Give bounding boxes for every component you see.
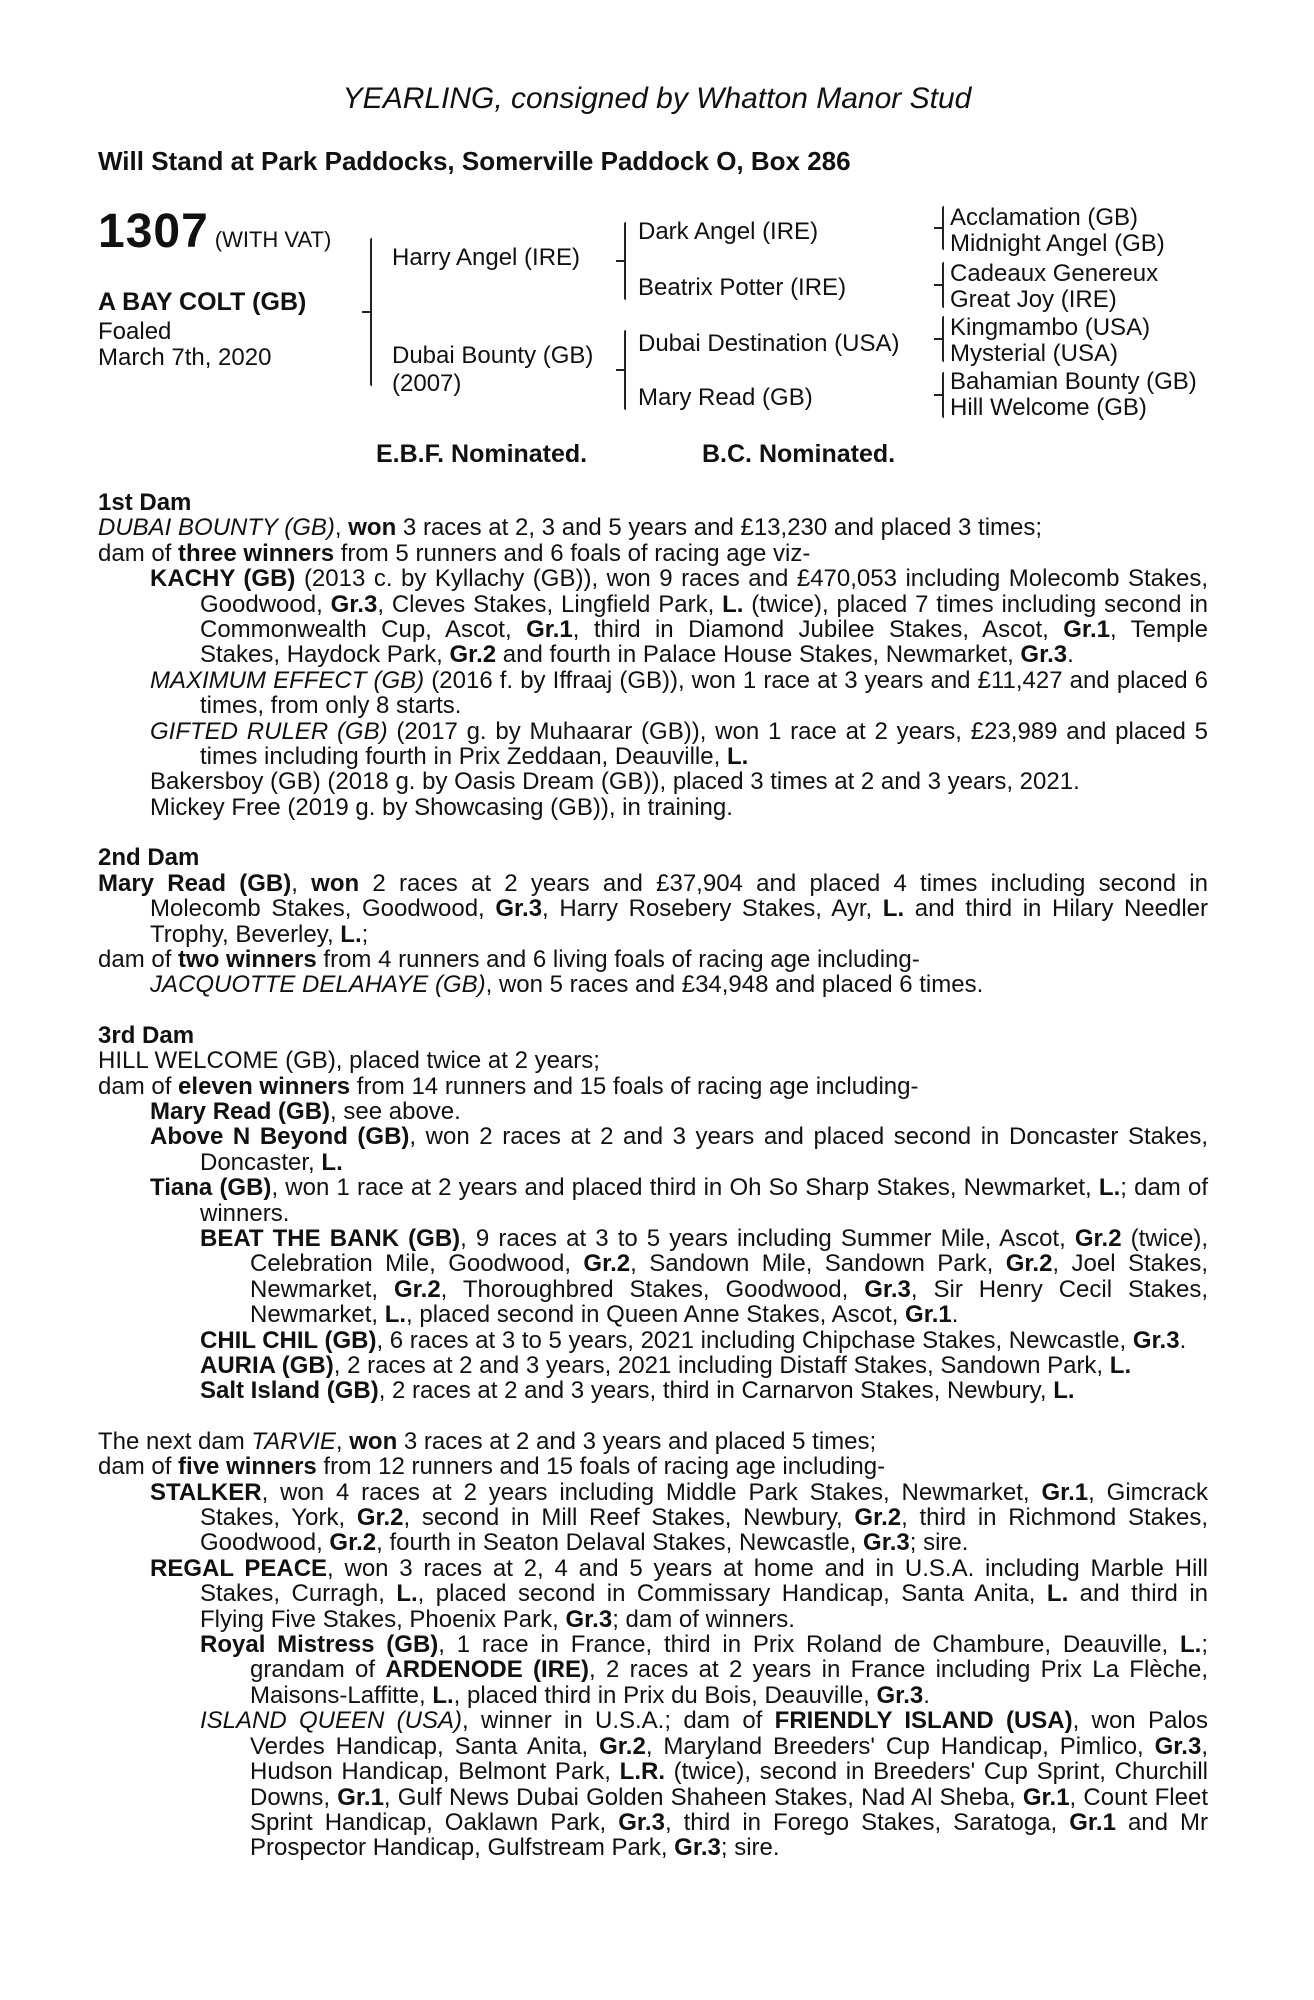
mary-read-name: Mary Read (GB) (150, 1097, 331, 1125)
chil-chil-grade: Gr.3 (1132, 1326, 1180, 1354)
section-gap (98, 820, 1208, 845)
next-dam-line (98, 1429, 1208, 1454)
third-dam-heading: 3rd Dam (98, 1021, 195, 1049)
above-n-beyond-listed: L. (321, 1148, 343, 1176)
next-dam-produce-a: dam of (98, 1453, 179, 1481)
island-queen-text-6: , Gulf News Dubai Golden Shaheen Stakes, Nad Al Sheba, (383, 1783, 1023, 1811)
stalker-text-1: , won 4 races at 2 years including Middle Park Stakes, Newmarket, (261, 1478, 1042, 1506)
next-dam-record: 3 races at 2 and 3 years and placed 5 times; (397, 1427, 877, 1455)
pedigree-brace-ds-tip (934, 338, 942, 340)
royal-mistress-text-3: , 2 races at 2 years in France including Prix La Flèche, Maisons-Laffitte, (250, 1656, 1208, 1709)
third-dam-winners: eleven winners (178, 1072, 351, 1100)
second-dam-listed-1: L. (882, 895, 905, 923)
first-dam-won: won (348, 514, 397, 542)
beat-the-bank-listed: L. (384, 1301, 407, 1329)
lot-vat: (WITH VAT) (214, 227, 332, 252)
kachy-listed-1: L. (722, 590, 744, 618)
second-dam-heading: 2nd Dam (98, 844, 200, 872)
kachy-grade-2: Gr.1 (526, 616, 573, 644)
kachy-text-7: . (1067, 641, 1074, 669)
above-n-beyond-name: Above N Beyond (GB) (150, 1123, 410, 1151)
beat-the-bank-grade-1: Gr.2 (1074, 1224, 1122, 1252)
regal-peace-text-2: , placed second in Commissary Handicap, Santa Anita, (417, 1580, 1047, 1608)
island-queen-grade-4: Gr.1 (1022, 1783, 1070, 1811)
produce-entry-gifted-ruler (98, 719, 1208, 770)
first-dam-record: 3 races at 2, 3 and 5 years and £13,230 and placed 3 times; (396, 514, 1043, 542)
produce-entry-regal-peace (98, 1556, 1208, 1632)
pedigree-ddd: Hill Welcome (GB) (950, 394, 1147, 421)
pedigree-brace-dd (942, 372, 944, 418)
kachy-text-1: (2013 c. by Kyllachy (GB)), won 9 races and £470,053 including Molecomb Stakes, Goodwood, (200, 565, 1208, 618)
island-queen-text-7: , Count Fleet Sprint Handicap, Oaklawn Park, (250, 1783, 1208, 1836)
pedigree-brace-ss-tip (934, 227, 942, 229)
pedigree-brace-dam-tip (616, 369, 624, 371)
second-dam-text-2: , Harry Rosebery Stakes, Ayr, (542, 895, 883, 923)
produce-entry-beat-the-bank (98, 1226, 1208, 1328)
stalker-grade-2: Gr.2 (356, 1504, 404, 1532)
beat-the-bank-text-2: (twice), Celebration Mile, Goodwood, (250, 1224, 1209, 1278)
produce-entry-jacquotte (98, 972, 1208, 997)
third-dam-produce-a: dam of (98, 1072, 179, 1100)
stalker-text-6: ; sire. (909, 1529, 969, 1557)
pedigree-brace-ss (942, 206, 944, 250)
stalker-grade-1: Gr.1 (1041, 1478, 1089, 1506)
kachy-grade-1: Gr.3 (330, 590, 378, 618)
auria-listed: L. (1109, 1352, 1132, 1379)
royal-mistress-text-2: ; grandam of (250, 1631, 1208, 1684)
pedigree-sds: Cadeaux Genereux (950, 260, 1159, 287)
pedigree-ssd: Midnight Angel (GB) (950, 230, 1165, 257)
pedigree-brace-sire-tip (616, 260, 624, 262)
island-queen-grade-7: Gr.3 (674, 1834, 721, 1862)
first-dam-produce-a: dam of (98, 539, 179, 567)
jacquotte-text: , won 5 races and £34,948 and placed 6 times. (485, 971, 984, 999)
pedigree-brace-main-tip (362, 311, 370, 313)
next-dam-produce-c: from 12 runners and 15 foals of racing age including- (316, 1453, 886, 1481)
produce-entry-kachy (98, 566, 1208, 668)
royal-mistress-name: Royal Mistress (GB) (200, 1631, 439, 1659)
beat-the-bank-text-1: , 9 races at 3 to 5 years including Summer Mile, Ascot, (460, 1224, 1075, 1252)
third-dam-line: HILL WELCOME (GB), placed twice at 2 years; (98, 1047, 600, 1075)
regal-peace-text-4: ; dam of winners. (612, 1605, 795, 1633)
regal-peace-grade: Gr.3 (565, 1605, 613, 1633)
horse-name: A BAY COLT (GB) (98, 288, 307, 316)
stalker-grade-4: Gr.2 (329, 1529, 377, 1557)
kachy-text-6: and fourth in Palace House Stakes, Newmarket, (496, 641, 1021, 669)
first-dam-produce-line (98, 541, 1208, 566)
regal-peace-text-1: , won 3 races at 2, 4 and 5 years at home and in U.S.A. including Marble Hill Stakes, Curragh, (200, 1554, 1209, 1608)
pedigree-brace-sd-tip (934, 284, 942, 286)
second-dam-grade: Gr.3 (495, 895, 543, 923)
island-queen-text-5: (twice), second in Breeders' Cup Sprint, Churchill Downs, (250, 1758, 1208, 1811)
bc-nominated: B.C. Nominated. (702, 440, 896, 468)
ebf-nominated: E.B.F. Nominated. (376, 440, 588, 468)
island-queen-text-2: , won Palos Verdes Handicap, Santa Anita, (250, 1707, 1208, 1760)
pedigree-sire-dam: Beatrix Potter (IRE) (638, 274, 847, 301)
island-queen-grade-1: Gr.2 (599, 1732, 646, 1760)
royal-mistress-listed-1: L. (1180, 1631, 1202, 1659)
pedigree-brace-ds (942, 316, 944, 362)
beat-the-bank-text-7: , placed second in Queen Anne Stakes, Ascot, (406, 1301, 906, 1329)
island-queen-text-9: and Mr Prospector Handicap, Gulfstream Park, (250, 1808, 1208, 1862)
auria-name: AURIA (GB) (200, 1352, 334, 1379)
tiana-text: , won 1 race at 2 years and placed third in Oh So Sharp Stakes, Newmarket, (271, 1174, 1099, 1202)
kachy-grade-3: Gr.1 (1063, 616, 1110, 644)
pedigree-dsd: Mysterial (USA) (950, 340, 1119, 367)
island-queen-grade-3: Gr.1 (337, 1783, 384, 1811)
beat-the-bank-name: BEAT THE BANK (GB) (200, 1224, 461, 1252)
catalogue-body (98, 490, 1208, 1861)
second-dam-produce-c: from 4 runners and 6 living foals of racing age including- (316, 945, 920, 973)
royal-mistress-grade: Gr.3 (876, 1681, 924, 1709)
island-queen-text-1: , winner in U.S.A.; dam of (462, 1707, 775, 1735)
next-dam-produce-line (98, 1454, 1208, 1479)
regal-peace-listed-1: L. (396, 1580, 418, 1608)
produce-entry-tiana (98, 1175, 1208, 1226)
regal-peace-text-3: and third in Flying Five Stakes, Phoenix Park, (200, 1580, 1208, 1633)
produce-entry-auria (98, 1353, 1208, 1378)
next-dam-sep: , (335, 1427, 350, 1455)
produce-entry-chil-chil (98, 1328, 1208, 1353)
second-dam-produce-a: dam of (98, 945, 179, 973)
island-queen-text-4: , Hudson Handicap, Belmont Park, (250, 1732, 1208, 1786)
chil-chil-text: , 6 races at 3 to 5 years, 2021 including Chipchase Stakes, Newcastle, (376, 1326, 1133, 1354)
island-queen-text-10: ; sire. (720, 1834, 780, 1862)
next-dam-name: TARVIE (251, 1427, 336, 1455)
beat-the-bank-text-8: . (951, 1301, 959, 1329)
second-dam-text-4: ; (361, 920, 369, 948)
tiana-name: Tiana (GB) (150, 1174, 272, 1202)
first-dam-winners: three winners (178, 539, 335, 567)
pedigree-sdd: Great Joy (IRE) (950, 286, 1117, 313)
pedigree-brace-dd-tip (934, 394, 942, 396)
pedigree-brace-main (370, 238, 372, 386)
beat-the-bank-grade-6: Gr.1 (905, 1301, 952, 1329)
pedigree-dds: Bahamian Bounty (GB) (950, 368, 1197, 395)
beat-the-bank-text-5: , Thoroughbred Stakes, Goodwood, (440, 1275, 865, 1303)
produce-entry-royal-mistress (98, 1632, 1208, 1708)
second-dam-listed-2: L. (340, 920, 362, 948)
beat-the-bank-text-4: , Joel Stakes, Newmarket, (250, 1250, 1208, 1303)
stalker-text-4: , third in Richmond Stakes, Goodwood, (200, 1504, 1208, 1557)
produce-entry-above-n-beyond (98, 1124, 1208, 1175)
island-queen-listed: L.R. (619, 1758, 665, 1786)
stalker-grade-3: Gr.2 (854, 1504, 902, 1532)
second-dam-winners: two winners (178, 945, 317, 973)
royal-mistress-listed-2: L. (432, 1681, 454, 1709)
foaled-date: March 7th, 2020 (98, 344, 272, 371)
salt-island-name: Salt Island (GB) (200, 1377, 379, 1405)
produce-entry-mickey-free: Mickey Free (2019 g. by Showcasing (GB)), in training. (150, 793, 733, 821)
pedigree-dam-sire: Dubai Destination (USA) (638, 330, 900, 357)
second-dam-won: won (311, 869, 360, 897)
pedigree-dss: Kingmambo (USA) (950, 314, 1151, 341)
lot-number: 1307 (98, 205, 209, 258)
produce-entry-salt-island (98, 1378, 1208, 1403)
first-dam-line: DUBAI BOUNTY (GB), won 3 races at 2, 3 and 5 years and £13,230 and placed 3 times; (98, 514, 1043, 542)
stalker-text-3: , second in Mill Reef Stakes, Newbury, (403, 1504, 855, 1532)
stalker-name: STALKER (150, 1478, 262, 1506)
section-gap (98, 1404, 1208, 1429)
produce-entry-maximum-effect (98, 668, 1208, 719)
royal-mistress-text-4: , placed third in Prix du Bois, Deauville, (453, 1681, 877, 1709)
maximum-effect-name: MAXIMUM EFFECT (GB) (150, 666, 425, 694)
beat-the-bank-grade-5: Gr.3 (864, 1275, 911, 1303)
stalker-text-2: , Gimcrack Stakes, York, (200, 1478, 1208, 1532)
chil-chil-name: CHIL CHIL (GB) (200, 1326, 377, 1354)
second-dam-name: Mary Read (GB) (98, 869, 292, 897)
island-queen-text-3: , Maryland Breeders' Cup Handicap, Pimlico, (645, 1732, 1155, 1760)
second-dam-sep: , (291, 869, 312, 897)
gifted-ruler-text: (2017 g. by Muhaarar (GB)), won 1 race at 2 years, £23,989 and placed 5 times including fourth in Prix Zeddaan, Deauville, (200, 717, 1209, 771)
pedigree-brace-dam (624, 330, 626, 410)
produce-entry-island-queen (98, 1708, 1208, 1860)
gifted-ruler-listed: L. (726, 743, 749, 771)
pedigree-dam-year: (2007) (392, 370, 462, 397)
foaled-label: Foaled (98, 318, 172, 345)
kachy-grade-4: Gr.2 (449, 641, 497, 669)
pedigree-dam-dam: Mary Read (GB) (638, 384, 813, 411)
pedigree-brace-sire (624, 222, 626, 300)
produce-entry-mary-read (98, 1099, 1208, 1124)
pedigree-sire: Harry Angel (IRE) (392, 244, 581, 271)
pedigree-dam: Dubai Bounty (GB) (392, 342, 594, 369)
ardenode-name: ARDENODE (IRE) (385, 1656, 590, 1684)
beat-the-bank-text-6: , Sir Henry Cecil Stakes, Newmarket, (250, 1275, 1208, 1329)
tiana-text-2: ; dam of winners. (200, 1174, 1208, 1227)
salt-island-text: , 2 races at 2 and 3 years, third in Carnarvon Stakes, Newbury, (378, 1377, 1054, 1405)
second-dam-text-1: 2 races at 2 years and £37,904 and placed 4 times including second in Molecomb Stakes, Goodwood, (150, 869, 1208, 923)
second-dam-line (98, 871, 1208, 947)
stalker-text-5: , fourth in Seaton Delaval Stakes, Newcastle, (376, 1529, 864, 1557)
beat-the-bank-grade-4: Gr.2 (393, 1275, 441, 1303)
island-queen-grade-2: Gr.3 (1154, 1732, 1202, 1760)
first-dam-name: DUBAI BOUNTY (GB) (98, 514, 335, 542)
first-dam-produce-c: from 5 runners and 6 foals of racing age viz- (334, 539, 811, 567)
kachy-name: KACHY (GB) (150, 565, 296, 593)
next-dam-prefix: The next dam (98, 1427, 252, 1455)
royal-mistress-text-1: , 1 race in France, third in Prix Roland de Chambure, Deauville, (438, 1631, 1180, 1659)
lot-block (98, 204, 331, 259)
kachy-text-4: , third in Diamond Jubilee Stakes, Ascot, (572, 616, 1064, 644)
tiana-listed: L. (1098, 1174, 1121, 1202)
next-dam-won: won (349, 1427, 398, 1455)
kachy-text-2: , Cleves Stakes, Lingfield Park, (377, 590, 723, 618)
third-dam-produce-line (98, 1074, 1208, 1099)
beat-the-bank-text-3: , Sandown Mile, Sandown Park, (630, 1250, 1006, 1278)
island-queen-grade-5: Gr.3 (618, 1808, 665, 1836)
salt-island-listed: L. (1053, 1377, 1075, 1405)
produce-entry-stalker (98, 1480, 1208, 1556)
pedigree-sire-sire: Dark Angel (IRE) (638, 218, 819, 245)
island-queen-text-8: , third in Forego Stakes, Saratoga, (664, 1808, 1070, 1836)
section-gap (98, 998, 1208, 1023)
sale-header: YEARLING, consigned by Whatton Manor Stud (342, 82, 972, 115)
jacquotte-name: JACQUOTTE DELAHAYE (GB) (150, 971, 486, 999)
third-dam-produce-c: from 14 runners and 15 foals of racing age including- (350, 1072, 919, 1100)
stand-location: Will Stand at Park Paddocks, Somerville Paddock O, Box 286 (98, 146, 851, 176)
kachy-text-3: (twice), placed 7 times including second in Commonwealth Cup, Ascot, (200, 590, 1208, 644)
above-n-beyond-text: , won 2 races at 2 and 3 years and placed second in Doncaster Stakes, Doncaster, (200, 1123, 1208, 1176)
island-queen-grade-6: Gr.1 (1069, 1808, 1116, 1836)
friendly-island-name: FRIENDLY ISLAND (USA) (774, 1707, 1073, 1735)
next-dam-winners: five winners (178, 1453, 317, 1481)
first-dam-heading: 1st Dam (98, 489, 192, 516)
auria-text: , 2 races at 2 and 3 years, 2021 including Distaff Stakes, Sandown Park, (333, 1352, 1110, 1379)
kachy-grade-5: Gr.3 (1020, 641, 1068, 669)
beat-the-bank-grade-2: Gr.2 (583, 1250, 631, 1278)
mary-read-text: , see above. (330, 1097, 461, 1125)
second-dam-text-3: and third in Hilary Needler Trophy, Beverley, (150, 895, 1208, 948)
kachy-text-5: , Temple Stakes, Haydock Park, (200, 616, 1208, 669)
pedigree-brace-sd (942, 262, 944, 308)
maximum-effect-text: (2016 f. by Iffraaj (GB)), won 1 race at 3 years and £11,427 and placed 6 times, from only 8 starts. (200, 666, 1208, 720)
stalker-grade-5: Gr.3 (863, 1529, 910, 1557)
second-dam-produce-line (98, 947, 1208, 972)
pedigree-sss: Acclamation (GB) (950, 204, 1139, 231)
royal-mistress-text-5: . (923, 1681, 930, 1709)
beat-the-bank-grade-3: Gr.2 (1005, 1250, 1053, 1278)
regal-peace-name: REGAL PEACE (150, 1554, 328, 1582)
island-queen-name: ISLAND QUEEN (USA) (200, 1707, 462, 1735)
chil-chil-text-2: . (1179, 1326, 1187, 1354)
gifted-ruler-name: GIFTED RULER (GB) (150, 717, 388, 745)
regal-peace-listed-2: L. (1046, 1580, 1069, 1608)
produce-entry-bakersboy: Bakersboy (GB) (2018 g. by Oasis Dream (GB)), placed 3 times at 2 and 3 years, 2021. (150, 768, 1080, 796)
